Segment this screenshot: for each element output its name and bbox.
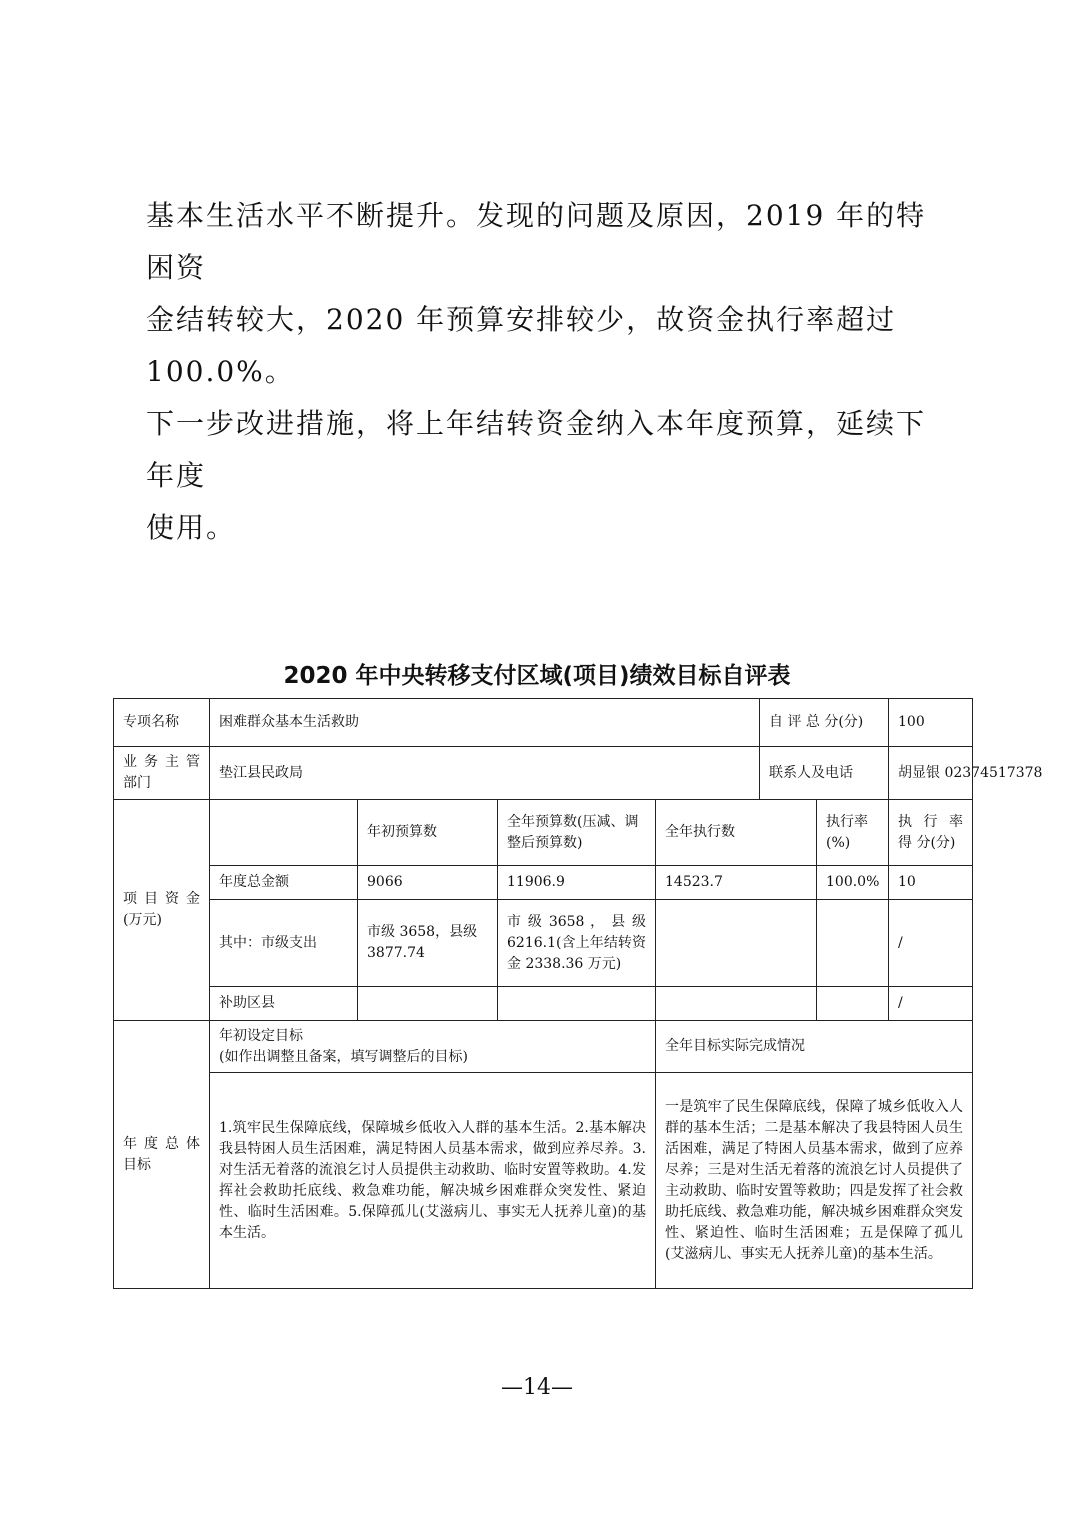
subsidy-full-year	[498, 987, 656, 1021]
goals-set-header-note: (如作出调整且备案，填写调整后的目标)	[219, 1048, 468, 1065]
body-line: 使用。	[146, 511, 237, 544]
project-name-label: 专项名称	[114, 699, 210, 747]
body-line: 下一步改进措施，将上年结转资金纳入本年度预算，延续下年度	[146, 407, 927, 492]
department-value: 垫江县民政局	[210, 747, 760, 800]
city-label: 其中：市级支出	[210, 900, 358, 987]
header-execution-rate: 执行率(%)	[817, 800, 889, 866]
header-rate-score: 执 行 率 得 分(分)	[889, 800, 973, 866]
department-label: 业 务 主 管部门	[114, 747, 210, 800]
evaluation-table	[113, 698, 1043, 1289]
header-full-year-budget: 全年预算数(压减、调整后预算数)	[498, 800, 656, 866]
header-executed: 全年执行数	[656, 800, 817, 866]
subsidy-initial	[358, 987, 498, 1021]
total-label: 年度总金额	[210, 866, 358, 900]
subsidy-label: 补助区县	[210, 987, 358, 1021]
subsidy-executed	[656, 987, 817, 1021]
total-score: 10	[889, 866, 973, 900]
contact-value: 胡显银 02374517378	[889, 747, 973, 800]
total-rate: 100.0%	[817, 866, 889, 900]
city-full-year: 市 级 3658 ， 县 级6216.1(含上年结转资金 2338.36 万元)	[498, 900, 656, 987]
contact-label: 联系人及电话	[760, 747, 889, 800]
goals-label: 年 度 总 体目标	[114, 1021, 210, 1289]
city-executed	[656, 900, 817, 987]
city-initial: 市级 3658，县级3877.74	[358, 900, 498, 987]
self-score-value: 100	[889, 699, 973, 747]
city-rate	[817, 900, 889, 987]
project-name-value: 困难群众基本生活救助	[210, 699, 760, 747]
total-executed: 14523.7	[656, 866, 817, 900]
body-paragraph	[146, 190, 946, 554]
body-line: 金结转较大，2020 年预算安排较少，故资金执行率超过 100.0%。	[146, 303, 897, 388]
total-initial: 9066	[358, 866, 498, 900]
table-title: 2020 年中央转移支付区域(项目)绩效目标自评表	[283, 663, 791, 689]
goals-actual-header: 全年目标实际完成情况	[656, 1021, 973, 1073]
page-number: —14—	[501, 1375, 573, 1400]
total-full-year: 11906.9	[498, 866, 656, 900]
goals-set-header-title: 年初设定目标	[219, 1027, 303, 1044]
funds-header-blank	[210, 800, 358, 866]
goals-actual-text: 一是筑牢了民生保障底线，保障了城乡低收入人群的基本生活；二是基本解决了我县特困人员生活困难，满足了特困人员基本需求，做到了应养尽养；三是对生活无着落的流浪乞讨人员提供了主动救助、临时安置等救助；四是发挥了社会救助托底线、救急难功能，解决城乡困难群众突发性、紧迫性、临时生活困难；五是保障了孤儿(艾滋病儿、事实无人抚养儿童)的基本生活。	[656, 1073, 973, 1289]
self-score-label: 自 评 总 分(分)	[760, 699, 889, 747]
goals-set-header	[210, 1021, 656, 1073]
header-initial-budget: 年初预算数	[358, 800, 498, 866]
city-score: /	[889, 900, 973, 987]
subsidy-score: /	[889, 987, 973, 1021]
funds-label: 项 目 资 金(万元)	[114, 800, 210, 1021]
body-line: 基本生活水平不断提升。发现的问题及原因，2019 年的特困资	[146, 199, 927, 284]
subsidy-rate	[817, 987, 889, 1021]
goals-set-text: 1.筑牢民生保障底线，保障城乡低收入人群的基本生活。2.基本解决我县特困人员生活困难，满足特困人员基本需求，做到应养尽养。3.对生活无着落的流浪乞讨人员提供主动救助、临时安置等救助。4.发挥社会救助托底线、救急难功能，解决城乡困难群众突发性、紧迫性、临时生活困难。5.保障孤儿(艾滋病儿、事实无人抚养儿童)的基本生活。	[210, 1073, 656, 1289]
